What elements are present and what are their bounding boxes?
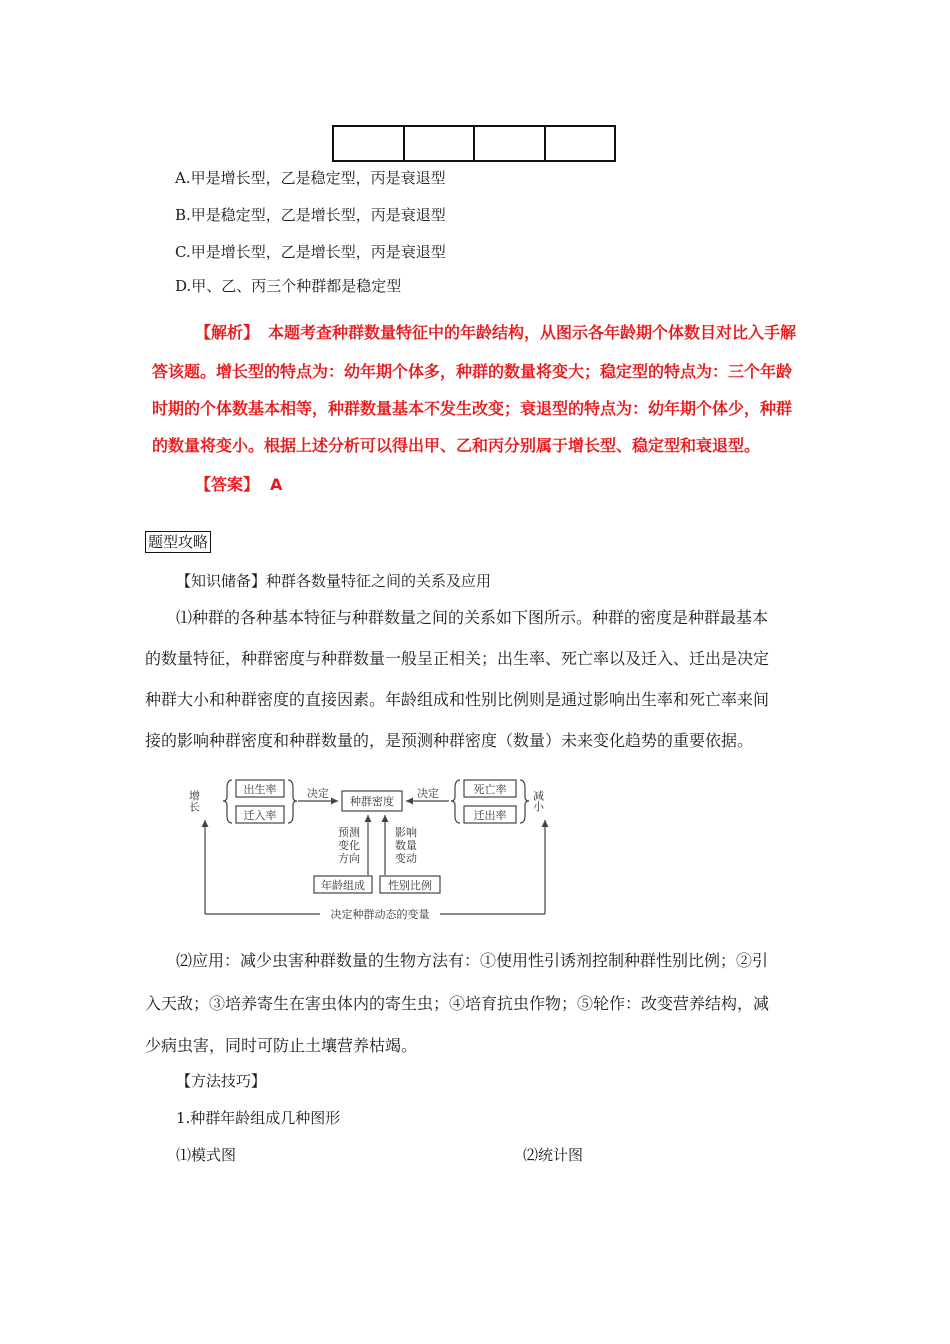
knowledge-p1-line-2: 的数量特征，种群密度与种群数量一般呈正相关；出生率、死亡率以及迁入、迁出是决定 (145, 649, 770, 668)
affect-label-1: 影响 (395, 826, 417, 839)
knowledge-p2-line-1: ⑵应用：减少虫害种群数量的生物方法有：①使用性引诱剂控制种群性别比例；②引 (176, 951, 769, 970)
knowledge-heading: 【知识储备】种群各数量特征之间的关系及应用 (176, 572, 492, 590)
affect-label-2: 数量 (395, 839, 417, 852)
knowledge-p2-line-3: 少病虫害，同时可防止土壤营养枯竭。 (145, 1036, 418, 1055)
table-cell (405, 127, 476, 160)
answer-label: 【答案】 (195, 475, 260, 494)
age-structure-label: 年龄组成 (321, 879, 365, 892)
knowledge-p1-line-3: 种群大小和种群密度的直接因素。年龄组成和性别比例则是通过影响出生率和死亡率来间 (145, 690, 770, 709)
table-cell (475, 127, 546, 160)
affect-label-3: 变动 (395, 852, 417, 865)
label-decrease: 减小 (531, 790, 545, 812)
analysis-label: 【解析】 (195, 323, 260, 342)
methods-sub-model: ⑴模式图 (176, 1146, 237, 1164)
emigration-rate-label: 迁出率 (473, 809, 507, 822)
knowledge-p1-line-4: 接的影响种群密度和种群数量的，是预测种群密度（数量）未来变化趋势的重要依据。 (145, 731, 754, 750)
table-cell (334, 127, 405, 160)
analysis-line-1: 本题考查种群数量特征中的年龄结构，从图示各年龄期个体数目对比入手解 (268, 323, 797, 342)
section-title: 题型攻略 (145, 531, 211, 553)
option-b: B.甲是稳定型，乙是增长型，丙是衰退型 (175, 206, 446, 224)
knowledge-p2-line-2: 入天敌；③培养寄生在害虫体内的寄生虫；④培育抗虫作物；⑤轮作：改变营养结构，减 (145, 994, 770, 1013)
dynamic-variables-label: 决定种群动态的变量 (330, 908, 430, 921)
answer-value: A (270, 475, 283, 494)
death-rate-label: 死亡率 (473, 783, 507, 796)
predict-label-1: 预测 (338, 826, 360, 839)
decide-left-label: 决定 (307, 787, 329, 800)
sex-ratio-label: 性别比例 (388, 879, 432, 892)
predict-label-2: 变化 (338, 839, 360, 852)
analysis-line-2: 答该题。增长型的特点为：幼年期个体多，种群的数量将变大；稳定型的特点为：三个年龄 (152, 362, 793, 381)
analysis-line-3: 时期的个体数基本相等，种群数量基本不发生改变；衰退型的特点为：幼年期个体少，种群 (152, 399, 793, 418)
analysis-line-4: 的数量将变小。根据上述分析可以得出甲、乙和丙分别属于增长型、稳定型和衰退型。 (152, 436, 761, 455)
decide-right-label: 决定 (417, 787, 439, 800)
option-c: C.甲是增长型，乙是增长型，丙是衰退型 (175, 243, 446, 261)
knowledge-p1-line-1: ⑴种群的各种基本特征与种群数量之间的关系如下图所示。种群的密度是种群最基本 (176, 608, 769, 627)
birth-rate-label: 出生率 (243, 783, 277, 796)
age-structure-table (332, 125, 616, 162)
immigration-rate-label: 迁入率 (243, 809, 277, 822)
label-increase-1: 增长 (187, 790, 201, 812)
predict-label-3: 方向 (338, 852, 360, 865)
option-d: D.甲、乙、丙三个种群都是稳定型 (175, 277, 402, 295)
methods-item-1: 1.种群年龄组成几种图形 (176, 1109, 341, 1127)
table-cell (546, 127, 615, 160)
methods-sub-statistics: ⑵统计图 (523, 1146, 584, 1164)
population-density-label: 种群密度 (350, 795, 394, 808)
option-a: A.甲是增长型，乙是稳定型，丙是衰退型 (175, 169, 446, 187)
population-diagram (187, 768, 560, 926)
methods-heading: 【方法技巧】 (176, 1072, 267, 1090)
